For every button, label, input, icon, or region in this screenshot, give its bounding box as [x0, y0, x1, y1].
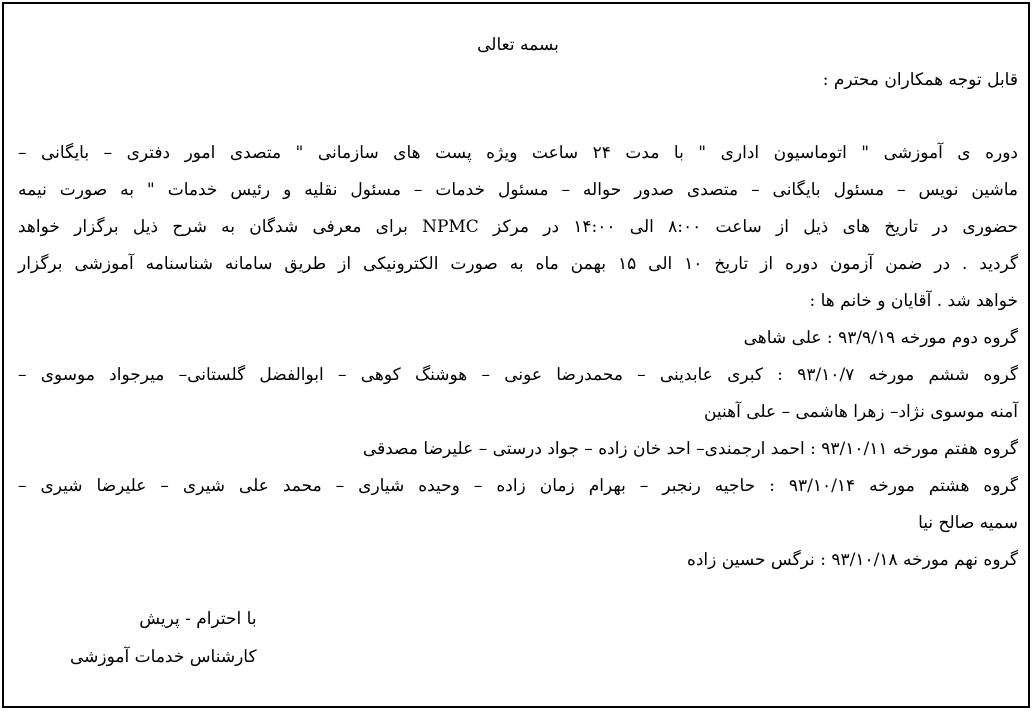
letter-heading: بسمه تعالی: [477, 35, 559, 55]
signer-title: کارشناس خدمات آموزشی: [70, 647, 257, 667]
paragraph-line: خواهد شد . آقایان و خانم ها :: [809, 291, 1018, 311]
letter-body: [18, 28, 1018, 579]
paragraph-line: ماشین نویس – مسئول بایگانی – متصدی صدور حواله – مسئول خدمات – مسئول نقلیه و رئیس خدمات " به صورت نیمه: [18, 180, 1018, 200]
group-list: [18, 320, 1018, 579]
group-eighth: گروه هشتم مورخه ۹۳/۱۰/۱۴ : حاجیه رنجبر – بهرام زمان زاده – وحیده شیاری – محمد علی شیری – علیرضا شیری –: [18, 476, 1018, 496]
blank-line: [18, 98, 1018, 135]
paragraph-line: گردید . در ضمن آزمون دوره از تاریخ ۱۰ الی ۱۵ بهمن ماه به صورت الکترونیکی از طریق سامانه شناسنامه آموزشی برگزار: [18, 254, 1018, 274]
group-ninth: گروه نهم مورخه ۹۳/۱۰/۱۸ : نرگس حسین زاده: [686, 550, 1018, 570]
paragraph-line: حضوری در تاریخ های ذیل از ساعت ۸:۰۰ الی ۱۴:۰۰ در مرکز NPMC برای معرفی شدگان به شرح ذیل برگزار خواهد: [18, 217, 1018, 237]
group-second: گروه دوم مورخه ۹۳/۹/۱۹ : علی شاهی: [743, 328, 1018, 348]
paragraph-line: دوره ی آموزشی " اتوماسیون اداری " با مدت ۲۴ ساعت ویژه پست های سازمانی " متصدی امور دفتری – بایگانی –: [18, 143, 1018, 163]
group-eighth-continuation: سمیه صالح نیا: [918, 513, 1018, 533]
salutation: قابل توجه همکاران محترم :: [822, 70, 1018, 90]
group-sixth: گروه ششم مورخه ۹۳/۱۰/۷ : کبری عابدینی – محمدرضا عونی – هوشنگ کوهی – ابوالفضل گلستانی– میرجواد موسوی –: [18, 365, 1018, 385]
course-announcement-paragraph: [18, 135, 1018, 320]
group-seventh: گروه هفتم مورخه ۹۳/۱۰/۱۱ : احمد ارجمندی– احد خان زاده – جواد درستی – علیرضا مصدقی: [362, 439, 1018, 459]
signature-block: [70, 600, 257, 676]
group-sixth-continuation: آمنه موسوی نژاد– زهرا هاشمی – علی آهنین: [703, 402, 1018, 422]
closing-line: با احترام - پریش: [139, 609, 257, 629]
